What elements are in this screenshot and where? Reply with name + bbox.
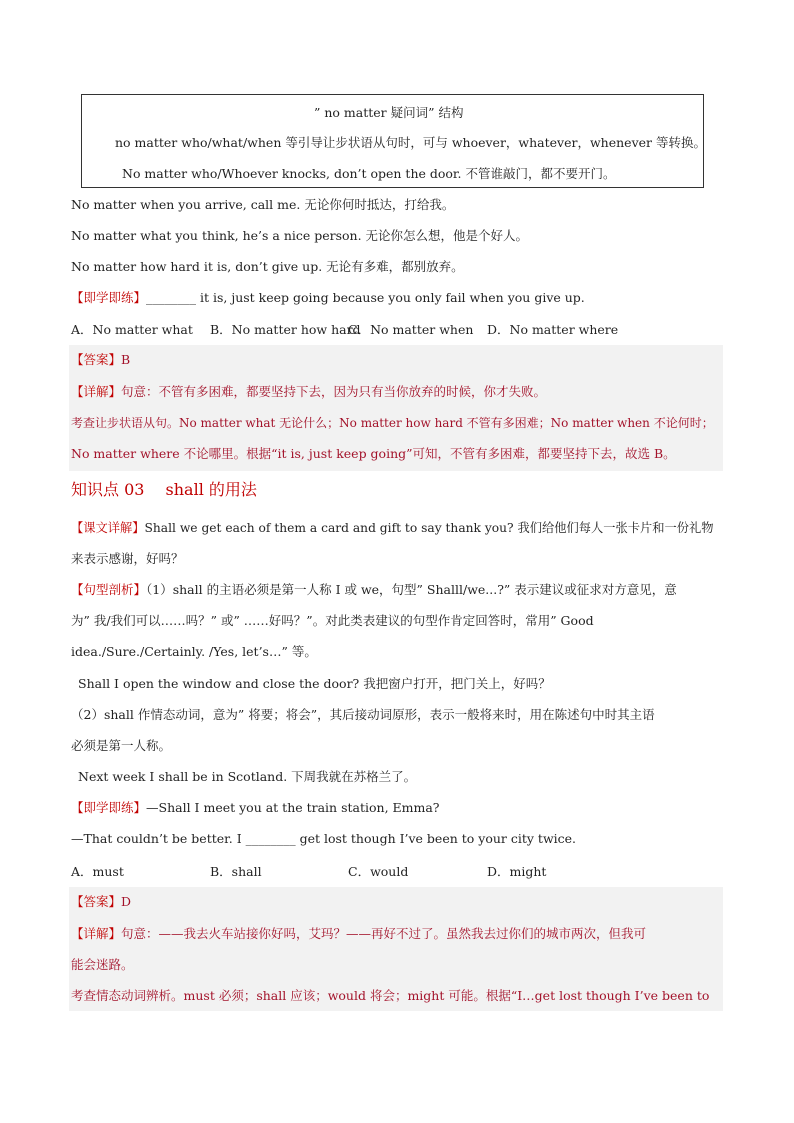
exercise-stem-text: ________ it is, just keep going because you only fail when you give up.: [146, 290, 585, 305]
section-heading: 知识点 03 shall 的用法: [71, 480, 257, 499]
lesson-line-2: 来表示感谢，好吗？: [71, 551, 184, 566]
answer-2: 【答案】D: [71, 894, 132, 909]
option-b: B．shall: [210, 864, 262, 879]
detail-1-line-2: 考查让步状语从句。No matter what 无论什么；No matter how hard 不管有多困难；No matter when 不论何时；: [71, 416, 714, 430]
option-d: D．might: [487, 864, 547, 879]
detail-1-line-1: 【详解】句意：不管有多困难，都要坚持下去，因为只有当你放弃的时候，你才失败。: [71, 384, 547, 399]
detail-1-line-3: No matter where 不论哪里。根据“it is, just keep going”可知，不管有多困难，都要坚持下去，故选 B。: [71, 446, 676, 461]
exercise-2-stem-2: —That couldn’t be better. I ________ get lost though I’ve been to your city twice.: [71, 831, 577, 846]
detail-2-line-3: 考查情态动词辨析。must 必须；shall 应该；would 将会；might 可能。根据“I…get lost though I’ve been to: [71, 988, 710, 1003]
detail-2-line-2: 能会迷路。: [71, 957, 134, 972]
option-d: D．No matter where: [487, 322, 619, 337]
lesson-line-3: 【句型剖析】（1）shall 的主语必须是第一人称 I 或 we，句型” Shalll/we...?” 表示建议或征求对方意见，意: [71, 582, 677, 597]
option-c: C．would: [348, 864, 409, 879]
lesson-example-1: Shall I open the window and close the door? 我把窗户打开，把门关上，好吗？: [78, 676, 551, 691]
answer-1: 【答案】B: [71, 352, 131, 367]
detail-2-line-1: 【详解】句意：——我去火车站接你好吗，艾玛？——再好不过了。虽然我去过你们的城市两次，但我可: [71, 926, 647, 941]
rule-box: [81, 94, 704, 188]
exercise-tag: 【即学即练】: [71, 290, 147, 305]
option-a: A．must: [71, 864, 124, 879]
example-line-3: No matter how hard it is, don’t give up. 无论有多难，都别放弃。: [71, 259, 464, 274]
rule-line-1: no matter who/what/when 等引导让步状语从句时，可与 whoever，whatever，whenever 等转换。: [115, 135, 706, 150]
lesson-line-5: idea./Sure./Certainly. /Yes, let’s…” 等。: [71, 644, 317, 659]
lesson-line-4: 为” 我/我们可以……吗？” 或” ……好吗？”。对此类表建议的句型作肯定回答时，常用” Good: [71, 613, 594, 628]
lesson-line-7: 必须是第一人称。: [71, 738, 172, 753]
lesson-line-1: 【课文详解】Shall we get each of them a card and gift to say thank you? 我们给他们每人一张卡片和一份礼物: [71, 521, 714, 535]
exercise-2-stem-1: 【即学即练】—Shall I meet you at the train station, Emma?: [71, 800, 440, 815]
rule-title: ” no matter 疑问词” 结构: [314, 105, 464, 120]
example-line-1: No matter when you arrive, call me. 无论你何时抵达，打给我。: [71, 197, 455, 212]
lesson-example-2: Next week I shall be in Scotland. 下周我就在苏格兰了。: [78, 769, 417, 784]
option-c: C．No matter when: [348, 322, 474, 337]
lesson-line-6: （2）shall 作情态动词，意为” 将要；将会”，其后接动词原形，表示一般将来时，用在陈述句中时其主语: [71, 707, 655, 722]
option-b: B．No matter how hard: [210, 322, 361, 337]
rule-line-2: No matter who/Whoever knocks, don’t open the door. 不管谁敲门，都不要开门。: [122, 166, 616, 181]
option-a: A．No matter what: [71, 322, 193, 337]
example-line-2: No matter what you think, he’s a nice person. 无论你怎么想，他是个好人。: [71, 228, 529, 243]
exercise-1-stem: [71, 289, 585, 307]
